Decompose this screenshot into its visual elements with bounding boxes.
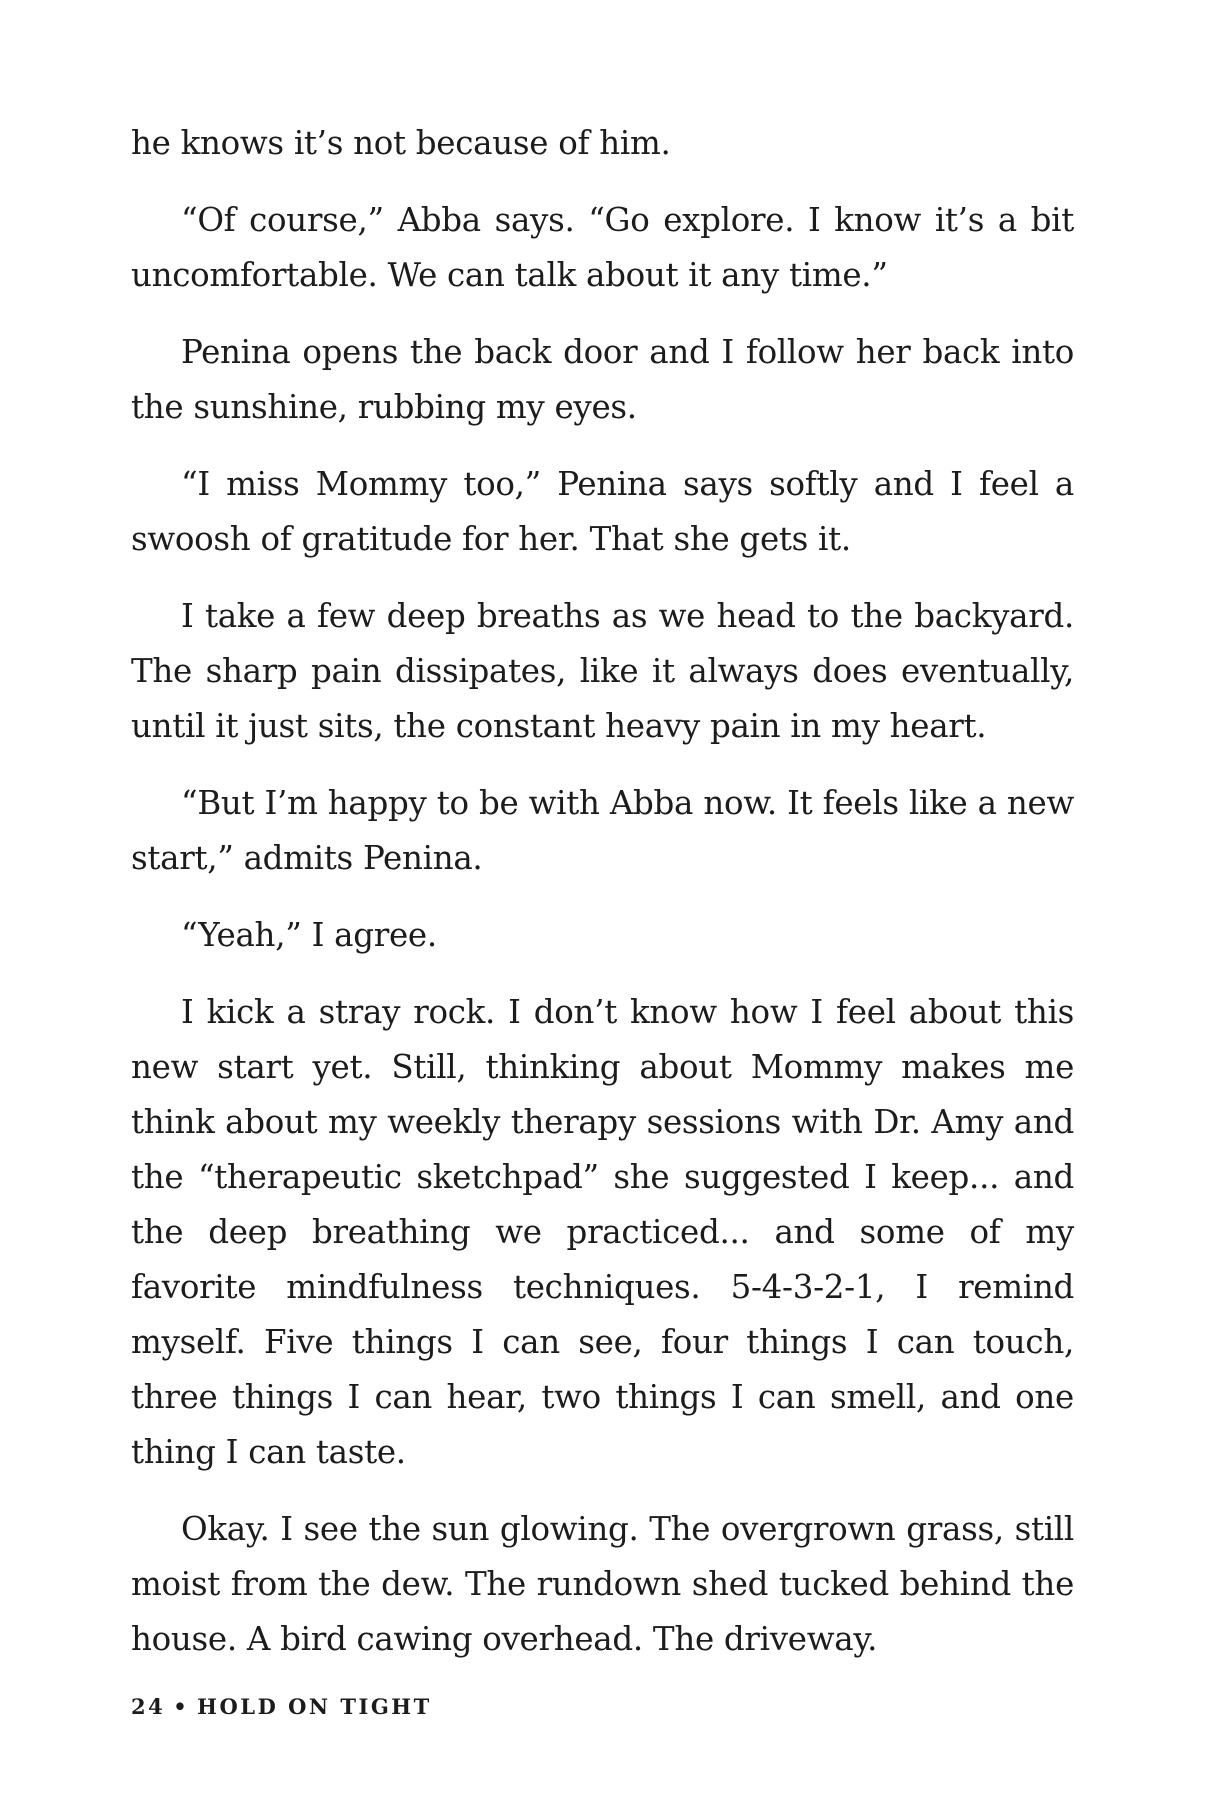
paragraph: Penina opens the back door and I follow her back into the sunshine, rubbing my eyes.	[131, 333, 1074, 426]
paragraph: “I miss Mommy too,” Penina says softly and I feel a swoosh of gratitude for her. That she gets it.	[131, 465, 1074, 558]
page-footer	[131, 1694, 432, 1719]
paragraph: “Of course,” Abba says. “Go explore. I know it’s a bit uncomfortable. We can talk about it any time.”	[131, 201, 1074, 294]
paragraph: “But I’m happy to be with Abba now. It feels like a new start,” admits Penina.	[131, 784, 1074, 877]
paragraph: “Yeah,” I agree.	[181, 916, 437, 954]
paragraph: I take a few deep breaths as we head to the backyard. The sharp pain dissipates, like it always does eventually, until it just sits, the constant heavy pain in my heart.	[131, 597, 1074, 745]
paragraph: Okay. I see the sun glowing. The overgrown grass, still moist from the dew. The rundown shed tucked behind the house. A bird cawing overhead. The driveway.	[131, 1510, 1074, 1658]
body-text	[131, 116, 1074, 1689]
paragraph: I kick a stray rock. I don’t know how I feel about this new start yet. Still, thinking about Mommy makes me think about my weekly therapy sessions with Dr. Amy and the “therapeutic sketchpad” she suggested I keep... and the deep breathing we practiced... and some of my favorite mindfulness techniques. 5-4-3-2-1, I remind myself. Five things I can see, four things I can touch, three things I can hear, two things I can smell, and one thing I can taste.	[131, 993, 1074, 1471]
footer-separator: •	[173, 1694, 190, 1719]
page-number: 24	[131, 1694, 166, 1719]
paragraph-continued: he knows it’s not because of him.	[131, 124, 671, 162]
running-title: HOLD ON TIGHT	[197, 1694, 432, 1719]
